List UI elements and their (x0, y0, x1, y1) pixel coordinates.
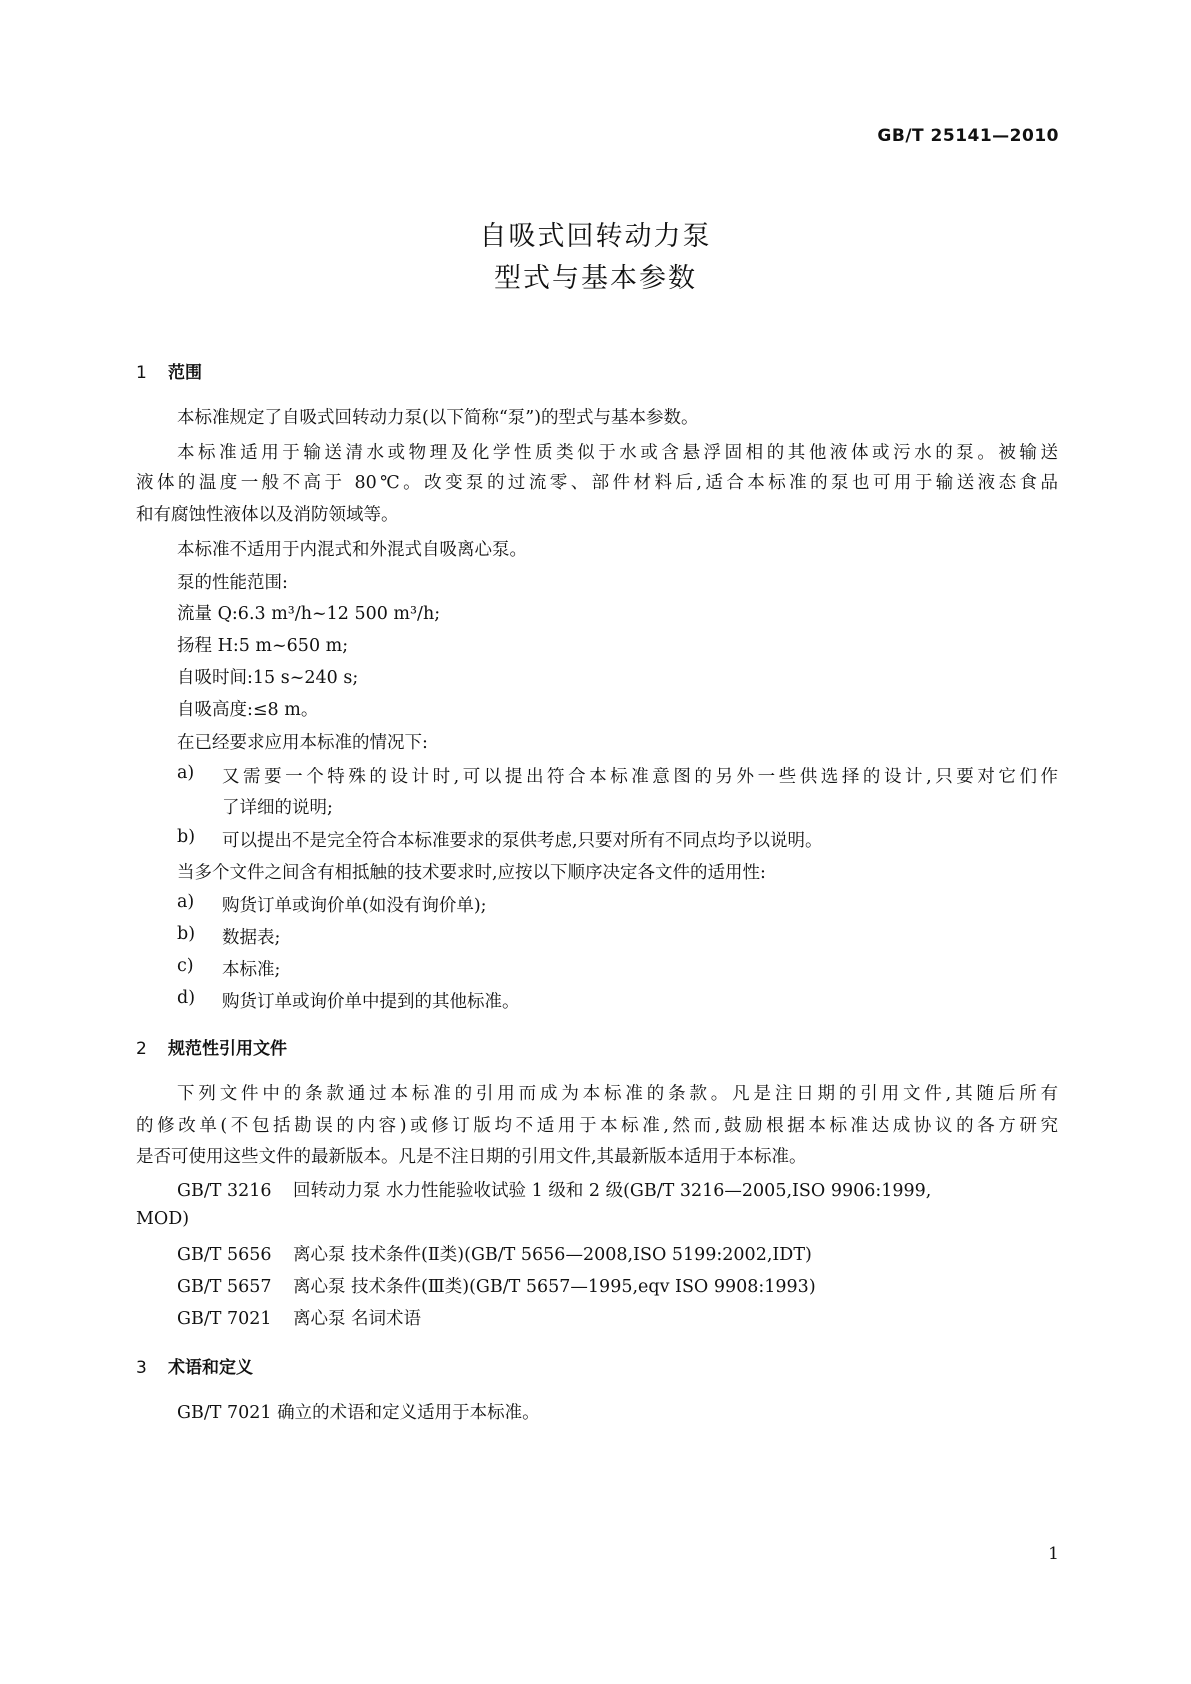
reference-title: 离心泵 技术条件(Ⅱ类)(GB/T 5656—2008,ISO 5199:2002,IDT) (293, 1245, 812, 1265)
reference-code: GB/T 5656 (177, 1245, 272, 1265)
list-item: 购货订单或询价单中提到的其他标准。 (222, 992, 520, 1012)
section-number: 1 (136, 363, 147, 383)
section-title: 术语和定义 (168, 1358, 253, 1378)
reference-code: GB/T 5657 (177, 1277, 272, 1297)
page-number: 1 (1048, 1544, 1059, 1564)
head-range: 扬程 H:5 m~650 m; (177, 636, 349, 656)
list-item: 又需要一个特殊的设计时,可以提出符合本标准意图的另外一些供选择的设计,只要对它们作 (222, 767, 1058, 787)
list-item-cont: 了详细的说明; (222, 798, 333, 818)
paragraph-line: 液体的温度一般不高于 80℃。改变泵的过流零、部件材料后,适合本标准的泵也可用于输送液态食品 (136, 473, 1058, 493)
paragraph: GB/T 7021 确立的术语和定义适用于本标准。 (177, 1403, 540, 1423)
document-title-line2: 型式与基本参数 (494, 263, 697, 294)
section-3-heading (136, 1353, 253, 1378)
paragraph: 当多个文件之间含有相抵触的技术要求时,应按以下顺序决定各文件的适用性: (177, 863, 766, 883)
reference-title: 回转动力泵 水力性能验收试验 1 级和 2 级(GB/T 3216—2005,ISO 9906:1999, (293, 1181, 932, 1201)
paragraph-line: 的修改单(不包括勘误的内容)或修订版均不适用于本标准,然而,鼓励根据本标准达成协议的各方研究 (136, 1116, 1058, 1136)
paragraph-line: 是否可使用这些文件的最新版本。凡是不注日期的引用文件,其最新版本适用于本标准。 (136, 1147, 807, 1167)
flow-range: 流量 Q:6.3 m³/h~12 500 m³/h; (177, 604, 441, 624)
list-marker: a) (177, 763, 195, 783)
document-title-line1: 自吸式回转动力泵 (479, 221, 712, 252)
list-item: 购货订单或询价单(如没有询价单); (222, 896, 487, 916)
reference-entry-cont: MOD) (136, 1209, 190, 1229)
paragraph: 本标准不适用于内混式和外混式自吸离心泵。 (177, 540, 527, 560)
paragraph-line: 和有腐蚀性液体以及消防领域等。 (136, 505, 399, 525)
paragraph: 本标准规定了自吸式回转动力泵(以下简称“泵”)的型式与基本参数。 (177, 408, 699, 428)
list-marker: b) (177, 827, 196, 847)
paragraph: 在已经要求应用本标准的情况下: (177, 733, 428, 753)
reference-entry (177, 1177, 931, 1202)
reference-entry (177, 1241, 812, 1266)
paragraph: 泵的性能范围: (177, 573, 288, 593)
section-number: 2 (136, 1039, 147, 1059)
standard-code: GB/T 25141—2010 (877, 126, 1059, 146)
list-marker: d) (177, 988, 196, 1008)
reference-entry (177, 1305, 421, 1330)
reference-entry (177, 1273, 816, 1298)
paragraph-line: 下列文件中的条款通过本标准的引用而成为本标准的条款。凡是注日期的引用文件,其随后所有 (177, 1084, 1058, 1104)
section-title: 范围 (168, 363, 202, 383)
list-item: 可以提出不是完全符合本标准要求的泵供考虑,只要对所有不同点均予以说明。 (222, 831, 823, 851)
list-marker: c) (177, 956, 194, 976)
section-2-heading (136, 1034, 287, 1059)
reference-code: GB/T 7021 (177, 1309, 272, 1329)
paragraph-line: 本标准适用于输送清水或物理及化学性质类似于水或含悬浮固相的其他液体或污水的泵。被输送 (177, 443, 1058, 463)
reference-title: 离心泵 名词术语 (293, 1309, 422, 1329)
list-item: 数据表; (222, 928, 281, 948)
reference-title: 离心泵 技术条件(Ⅲ类)(GB/T 5657—1995,eqv ISO 9908:1993) (293, 1277, 816, 1297)
section-number: 3 (136, 1358, 147, 1378)
list-marker: b) (177, 924, 196, 944)
list-item: 本标准; (222, 960, 281, 980)
section-title: 规范性引用文件 (168, 1039, 287, 1059)
reference-code: GB/T 3216 (177, 1181, 272, 1201)
self-priming-height: 自吸高度:≤8 m。 (177, 700, 319, 720)
section-1-heading (136, 358, 202, 383)
list-marker: a) (177, 892, 195, 912)
self-priming-time: 自吸时间:15 s~240 s; (177, 668, 359, 688)
